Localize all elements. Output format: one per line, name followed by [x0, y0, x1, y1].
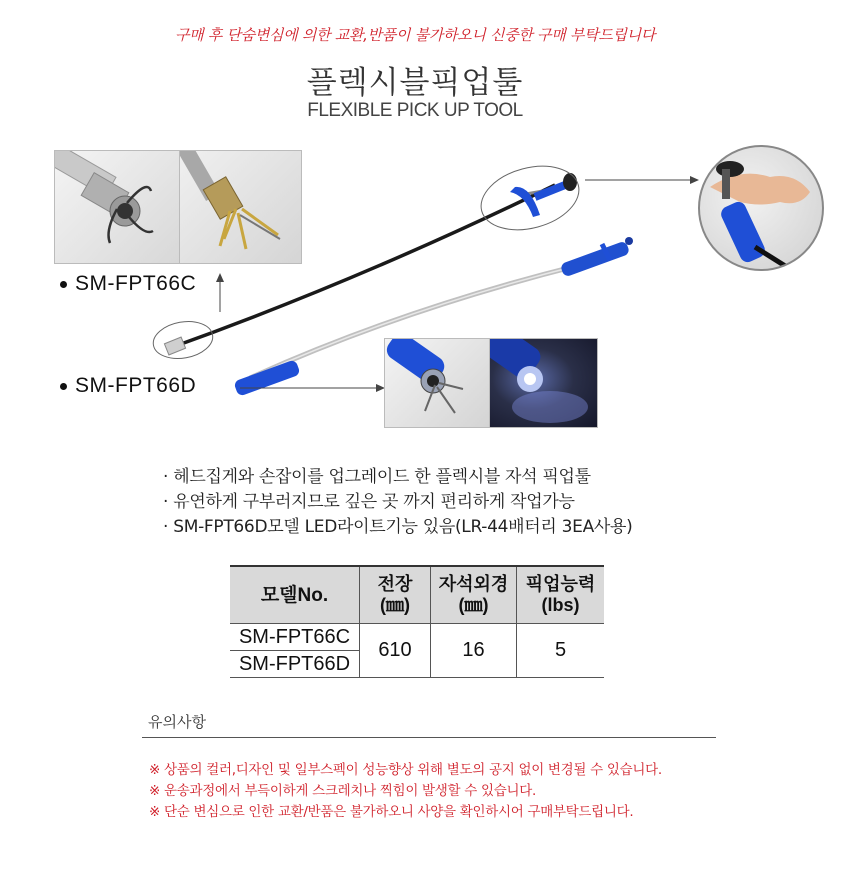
hand-grip-photo: [698, 145, 824, 271]
led-light-photo: [489, 338, 598, 428]
spec-table: [230, 565, 604, 678]
header-length: 전장 (㎜): [360, 566, 431, 624]
capacity-cell: 5: [517, 624, 605, 678]
feature-1: · 헤드집게와 손잡이를 업그레이드 한 플렉시블 자석 픽업툴: [163, 467, 591, 487]
header-capacity: 픽업능력 (lbs): [517, 566, 605, 624]
length-cell: 610: [360, 624, 431, 678]
bullet-icon: [60, 281, 67, 288]
note-3: ※ 단순 변심으로 인한 교환/반품은 불가하오니 사양을 확인하시어 구매부탁드립니다.: [149, 804, 634, 820]
bullet-icon: [60, 383, 67, 390]
divider: [142, 737, 716, 738]
model-cell: SM-FPT66D: [230, 651, 360, 678]
note-2: ※ 운송과정에서 부득이하게 스크레치나 찍힘이 발생할 수 있습니다.: [149, 783, 536, 799]
spec-header-row: [230, 566, 604, 624]
table-row: [230, 624, 604, 651]
page-title: 플렉시블픽업툴: [306, 65, 524, 101]
model-label-c: SM-FPT66C: [60, 272, 196, 296]
top-warning: 구매 후 단숨변심에 의한 교환,반품이 불가하오니 신중한 구매 부탁드립니다: [174, 26, 656, 44]
notes-title: 유의사항: [148, 713, 206, 731]
feature-2: · 유연하게 구부러지므로 깊은 곳 까지 편리하게 작업가능: [163, 492, 575, 512]
feature-3: · SM-FPT66D모델 LED라이트기능 있음(LR-44배터리 3EA사용): [163, 517, 633, 537]
magnet-cell: 16: [431, 624, 517, 678]
claw-head-photo-d: [384, 338, 490, 428]
note-1: ※ 상품의 컬러,디자인 및 일부스펙이 성능향상 위해 별도의 공지 없이 변경될 수 있습니다.: [149, 762, 662, 778]
page-subtitle: FLEXIBLE PICK UP TOOL: [307, 100, 523, 121]
model-label-d: SM-FPT66D: [60, 374, 196, 398]
header-magnet: 자석외경 (㎜): [431, 566, 517, 624]
header-model: 모델No.: [230, 566, 360, 624]
model-cell: SM-FPT66C: [230, 624, 360, 651]
